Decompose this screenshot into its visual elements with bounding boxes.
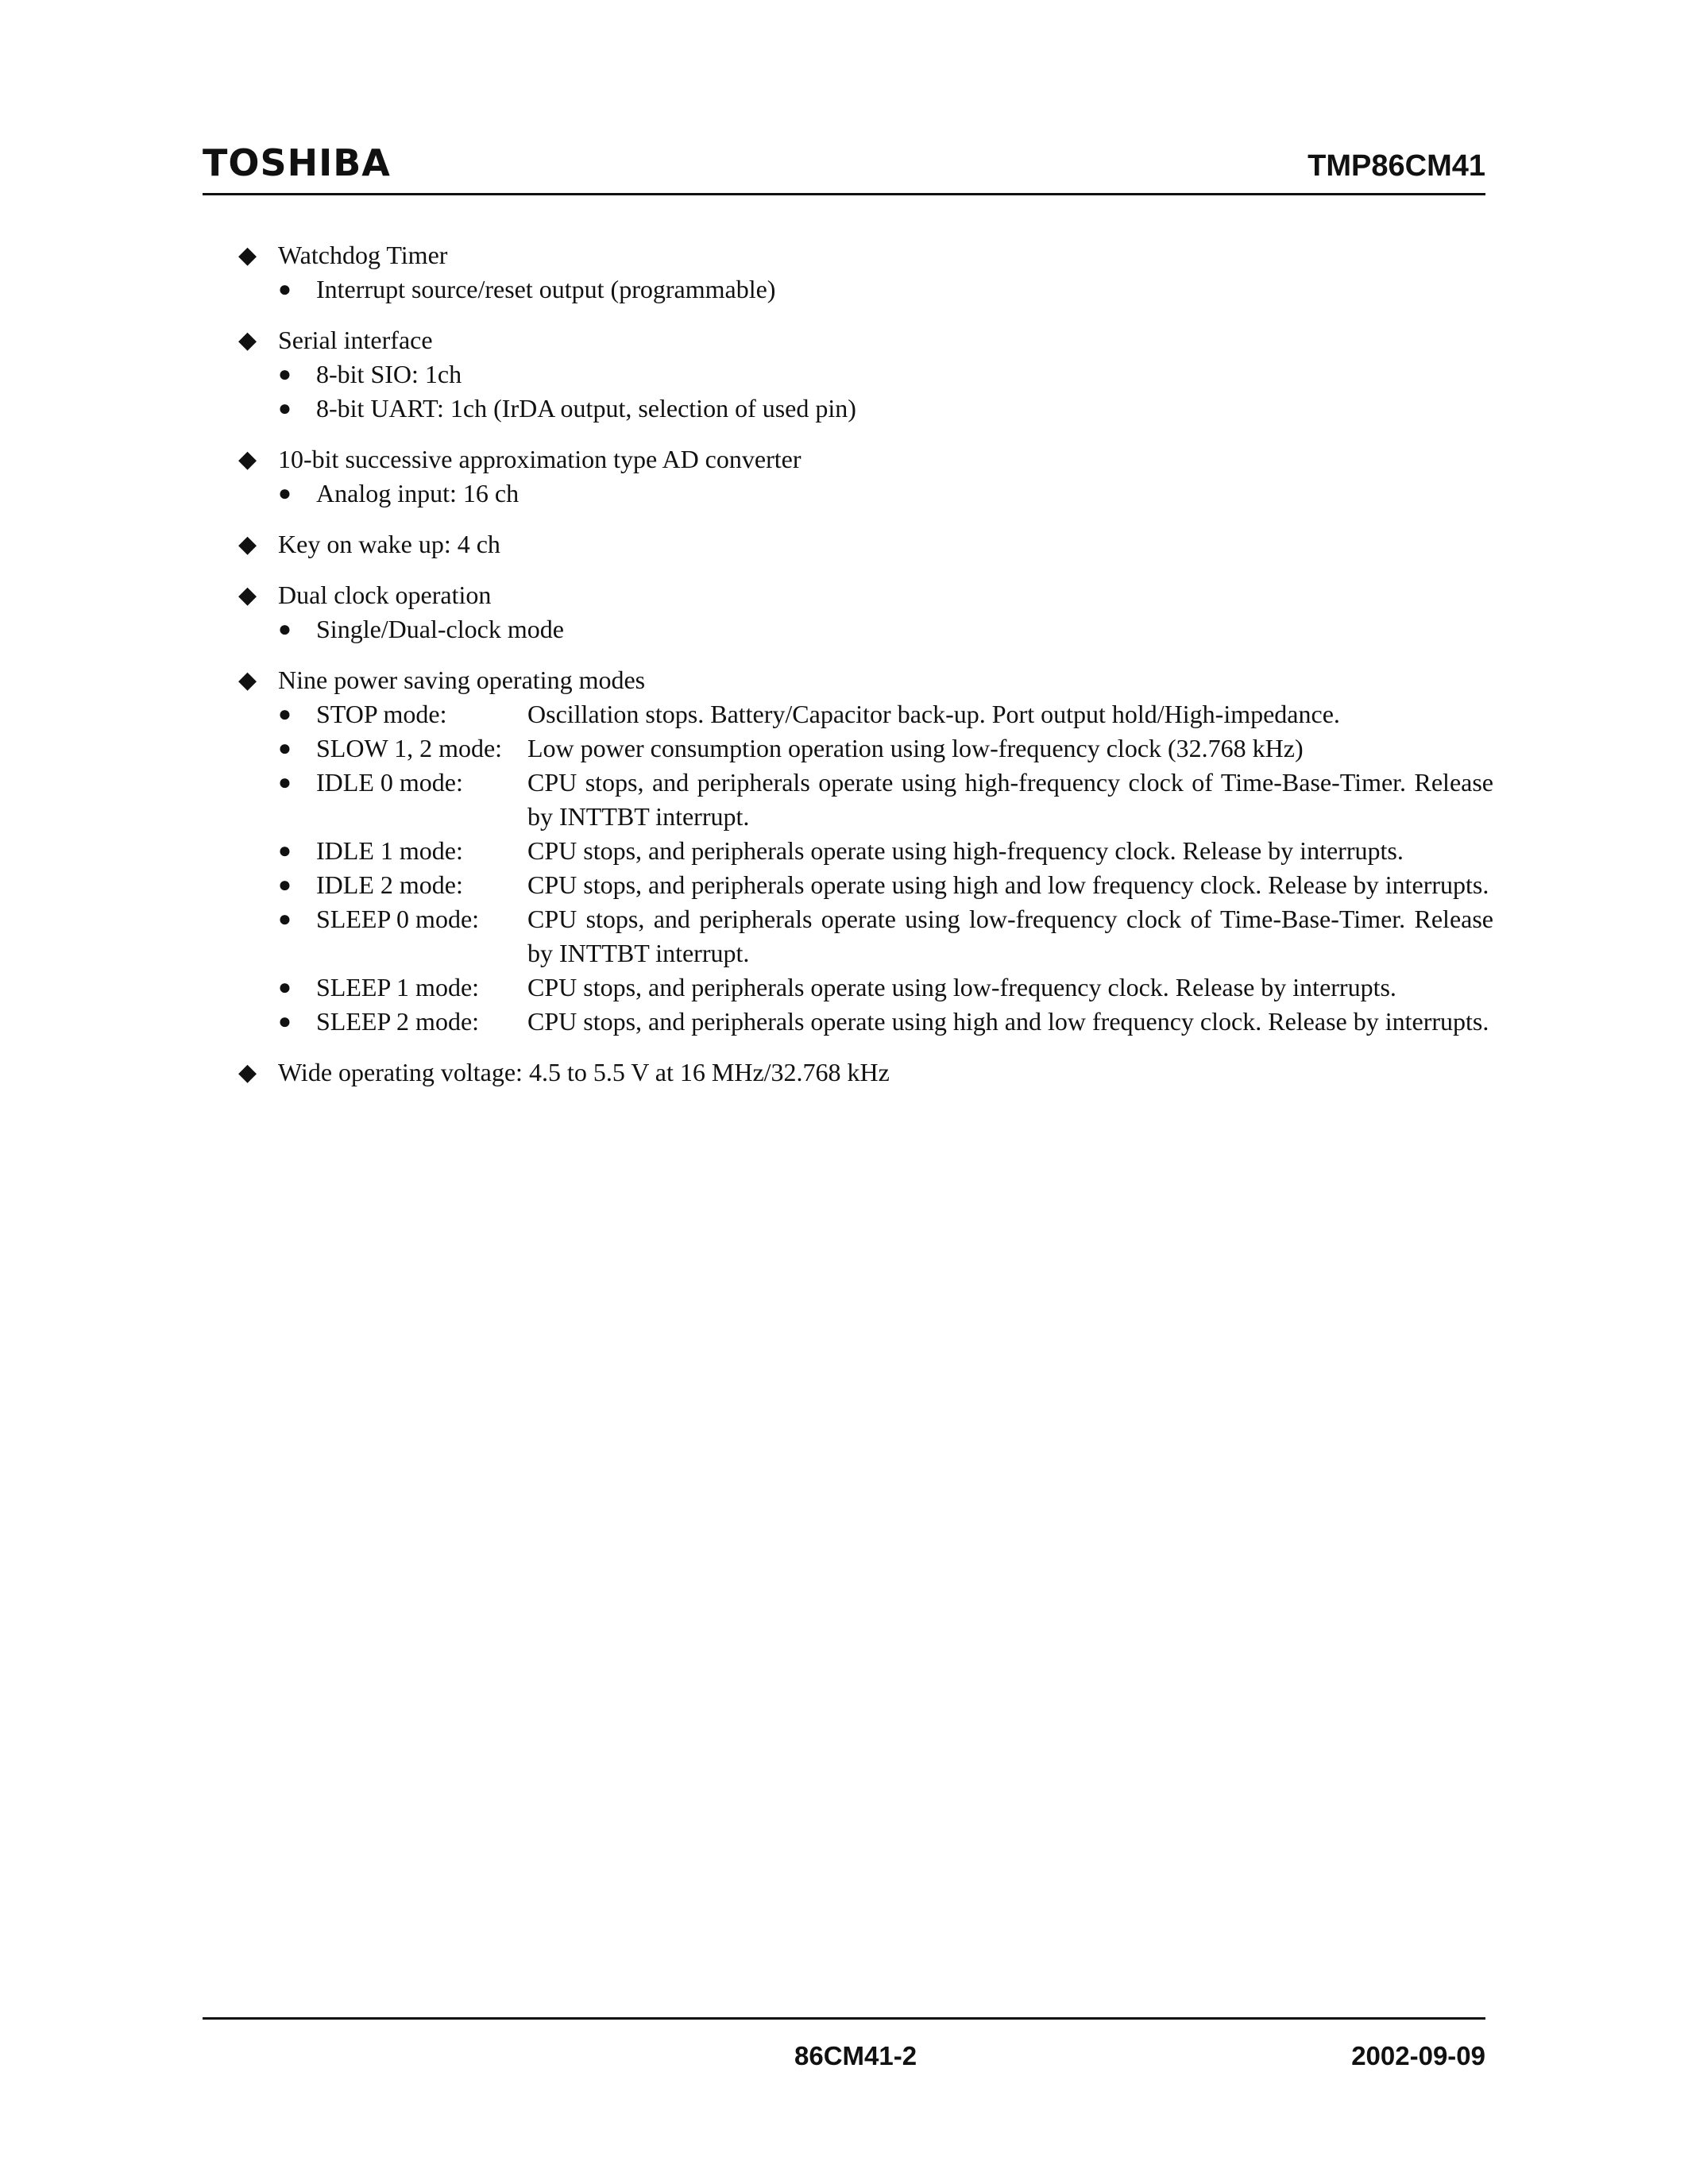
list-item: [238, 392, 1493, 426]
round-bullet-icon: ●: [278, 362, 292, 387]
round-bullet-icon: ●: [278, 1009, 292, 1034]
mode-label: SLEEP 0 mode:: [316, 905, 480, 933]
header-divider: [203, 193, 1485, 195]
mode-description: CPU stops, and peripherals operate using low-frequency clock of Time-Base-Timer. Release by INTTBT interrupt.: [527, 905, 1493, 967]
mode-item: [238, 1005, 1493, 1039]
mode-item: [238, 834, 1493, 868]
mode-label: SLEEP 1 mode:: [316, 973, 480, 1001]
list-item-text: 8-bit UART: 1ch (IrDA output, selection of used pin): [316, 394, 856, 423]
list-item-text: 8-bit SIO: 1ch: [316, 360, 462, 388]
mode-item: [238, 697, 1493, 731]
mode-description: CPU stops, and peripherals operate using low-frequency clock. Release by interrupts.: [527, 973, 1396, 1001]
section-title: 10-bit successive approximation type AD converter: [278, 445, 802, 473]
mode-label: IDLE 1 mode:: [316, 836, 463, 865]
mode-item: [238, 868, 1493, 902]
section-title: Key on wake up: 4 ch: [278, 530, 500, 558]
mode-description: CPU stops, and peripherals operate using high and low frequency clock. Release by interrupts.: [527, 1007, 1489, 1036]
diamond-bullet-icon: ◆: [238, 327, 257, 353]
list-item-text: Interrupt source/reset output (programmable): [316, 275, 776, 303]
footer-divider: [203, 2017, 1485, 2020]
round-bullet-icon: ●: [278, 736, 292, 761]
section-title: Serial interface: [278, 326, 433, 354]
list-item: [238, 357, 1493, 392]
section-operating-voltage: [238, 1055, 1493, 1090]
round-bullet-icon: ●: [278, 975, 292, 1000]
diamond-bullet-icon: ◆: [238, 446, 257, 473]
round-bullet-icon: ●: [278, 873, 292, 897]
section-title: Dual clock operation: [278, 581, 492, 609]
section-serial-interface: [238, 323, 1493, 426]
mode-description: Low power consumption operation using low-frequency clock (32.768 kHz): [527, 734, 1304, 762]
round-bullet-icon: ●: [278, 907, 292, 932]
list-item: [238, 477, 1493, 511]
mode-item: [238, 970, 1493, 1005]
diamond-bullet-icon: ◆: [238, 1059, 257, 1086]
list-item-text: Single/Dual-clock mode: [316, 615, 564, 643]
revision-date: 2002-09-09: [1351, 2041, 1485, 2070]
mode-item: [238, 766, 1493, 834]
diamond-bullet-icon: ◆: [238, 667, 257, 693]
section-title: Wide operating voltage: 4.5 to 5.5 V at 16 MHz/32.768 kHz: [278, 1058, 890, 1086]
mode-description: CPU stops, and peripherals operate using high and low frequency clock. Release by interrupts.: [527, 870, 1489, 899]
mode-description: Oscillation stops. Battery/Capacitor back-up. Port output hold/High-impedance.: [527, 700, 1340, 728]
round-bullet-icon: ●: [278, 277, 292, 302]
mode-label: SLOW 1, 2 mode:: [316, 734, 503, 762]
diamond-bullet-icon: ◆: [238, 242, 257, 268]
mode-label: IDLE 2 mode:: [316, 870, 463, 899]
section-ad-converter: [238, 442, 1493, 511]
mode-description: CPU stops, and peripherals operate using high-frequency clock of Time-Base-Timer. Release by INTTBT interrupt.: [527, 768, 1493, 831]
mode-description: CPU stops, and peripherals operate using high-frequency clock. Release by interrupts.: [527, 836, 1404, 865]
round-bullet-icon: ●: [278, 481, 292, 506]
round-bullet-icon: ●: [278, 702, 292, 727]
diamond-bullet-icon: ◆: [238, 582, 257, 608]
toshiba-logo: TOSHIBA: [203, 141, 391, 184]
document-id: TMP86CM41: [1308, 149, 1485, 183]
mode-item: [238, 902, 1493, 970]
section-title: Nine power saving operating modes: [278, 666, 646, 694]
feature-list: [238, 238, 1493, 1106]
list-item-text: Analog input: 16 ch: [316, 479, 520, 507]
mode-label: SLEEP 2 mode:: [316, 1007, 480, 1036]
list-item: [238, 272, 1493, 307]
diamond-bullet-icon: ◆: [238, 531, 257, 558]
round-bullet-icon: ●: [278, 617, 292, 642]
round-bullet-icon: ●: [278, 396, 292, 421]
mode-item: [238, 731, 1493, 766]
section-watchdog-timer: [238, 238, 1493, 307]
list-item: [238, 612, 1493, 646]
mode-label: IDLE 0 mode:: [316, 768, 463, 797]
round-bullet-icon: ●: [278, 839, 292, 863]
mode-label: STOP mode:: [316, 700, 447, 728]
page-number: 86CM41-2: [794, 2041, 917, 2070]
section-title: Watchdog Timer: [278, 241, 448, 269]
section-dual-clock: [238, 578, 1493, 646]
section-power-saving-modes: [238, 663, 1493, 1039]
section-key-on-wake-up: [238, 527, 1493, 561]
round-bullet-icon: ●: [278, 770, 292, 795]
